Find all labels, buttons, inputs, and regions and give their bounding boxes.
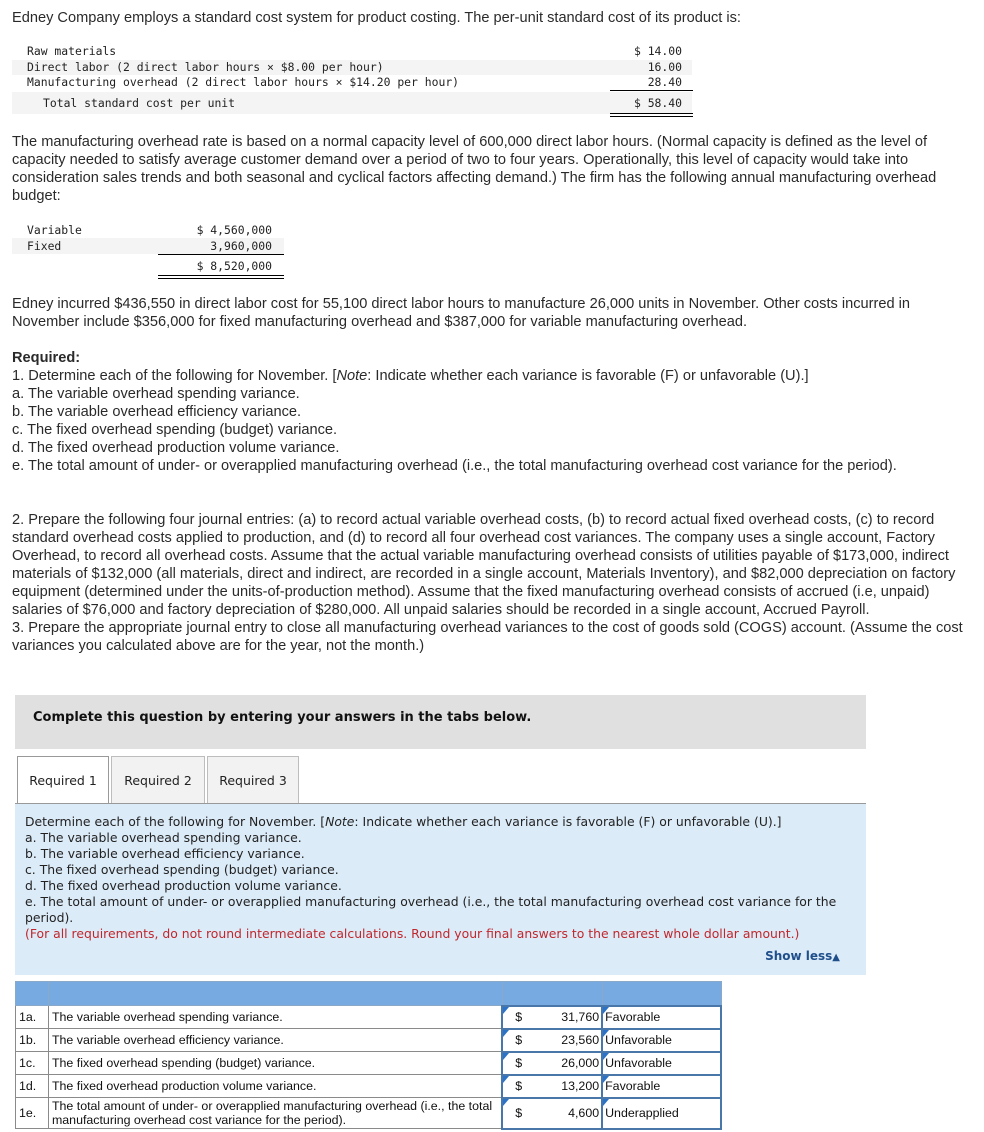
input-marker-icon	[503, 1076, 509, 1083]
status-value: Favorable	[605, 1010, 661, 1024]
input-marker-icon	[603, 1053, 609, 1060]
header-cell	[48, 982, 502, 1006]
answer-table-header	[16, 982, 722, 1006]
table-row	[16, 1006, 722, 1029]
tab-label: Required 3	[219, 772, 287, 788]
budget-label: Fixed	[27, 239, 62, 253]
answer-table	[15, 981, 722, 1130]
budget-row-total	[12, 258, 284, 274]
caret-up-icon: ▲	[832, 952, 840, 963]
question-panel	[15, 804, 866, 975]
panel-post: : Indicate whether each variance is favorable (F) or unfavorable (U).]	[354, 814, 782, 829]
currency-symbol: $	[515, 1056, 523, 1070]
required-item-d: d. The fixed overhead production volume variance.	[12, 440, 340, 456]
tab-label: Required 2	[124, 772, 192, 788]
status-dropdown[interactable]	[602, 1052, 721, 1075]
show-less-label: Show less	[765, 949, 833, 963]
row-description: The fixed overhead spending (budget) variance.	[48, 1052, 502, 1075]
input-marker-icon	[503, 1053, 509, 1060]
required-item-e: e. The total amount of under- or overapplied manufacturing overhead (i.e., the total manufacturing overhead cost variance for the period).	[12, 458, 897, 474]
row-number: 1b.	[16, 1029, 49, 1052]
currency-symbol: $	[515, 1033, 523, 1047]
std-label: Manufacturing overhead (2 direct labor hours × $14.20 per hour)	[27, 75, 460, 89]
budget-value: 3,960,000	[210, 239, 272, 253]
panel-note: Note	[325, 814, 355, 829]
standard-cost-table	[12, 44, 692, 114]
input-marker-icon	[603, 1007, 609, 1014]
required-1	[12, 367, 967, 385]
std-row-total	[12, 92, 692, 114]
input-marker-icon	[603, 1030, 609, 1037]
r1-post: : Indicate whether each variance is favorable (F) or unfavorable (U).]	[367, 368, 809, 384]
row-description: The variable overhead spending variance.	[48, 1006, 502, 1029]
budget-value: $ 4,560,000	[196, 223, 272, 237]
amount-value: 4,600	[568, 1106, 600, 1120]
status-dropdown[interactable]	[602, 1075, 721, 1098]
overhead-text: The manufacturing overhead rate is based on a normal capacity level of 600,000 direct labor hours. (Normal capacity is defined as the level of capacity needed to satisfy average customer demand over a period of two to four years. Operationally, this level of capacity would take into consideration sales trends and both seasonal and cyclical factors affecting demand.) The firm has the following annual manufacturing overhead budget:	[12, 134, 937, 204]
status-value: Favorable	[605, 1079, 661, 1093]
budget-row-fixed	[12, 238, 284, 254]
std-total-value: $ 58.40	[633, 95, 682, 110]
currency-symbol: $	[515, 1079, 523, 1093]
panel-item-a: a. The variable overhead spending variance.	[25, 830, 302, 845]
row-number: 1d.	[16, 1075, 49, 1098]
intro-text	[12, 9, 967, 27]
required-item-c: c. The fixed overhead spending (budget) variance.	[12, 422, 338, 438]
input-marker-icon	[503, 1030, 509, 1037]
r1-pre: 1. Determine each of the following for November. [	[12, 368, 337, 384]
panel-line-1	[25, 814, 860, 830]
budget-label: Variable	[27, 223, 82, 237]
required-item-a: a. The variable overhead spending variance.	[12, 386, 300, 402]
tab-required-1[interactable]	[17, 756, 109, 804]
budget-total-value: $ 8,520,000	[196, 259, 272, 273]
row-description: The total amount of under- or overapplied manufacturing overhead (i.e., the total manufacturing overhead cost variance for the period).	[48, 1098, 502, 1129]
budget-row-variable	[12, 222, 284, 238]
input-marker-icon	[503, 1007, 509, 1014]
amount-input[interactable]	[502, 1029, 602, 1052]
header-cell	[16, 982, 49, 1006]
amount-value: 31,760	[561, 1010, 600, 1024]
status-value: Unfavorable	[605, 1033, 672, 1047]
required-2: 2. Prepare the following four journal entries: (a) to record actual variable overhead costs, (b) to record actual fixed overhead costs, (c) to record standard overhead costs applied to production, and (d) to record all four overhead cost variances. The company uses a single account, Factory Overhead, to record all overhead costs. Assume that the actual variable manufacturing overhead consists of utilities payable of $173,000, indirect materials of $132,000 (all materials, direct and indirect, are recorded in a single account, Materials Inventory), and $82,000 depreciation on factory equipment (determined under the units-of-production method). Assume that the fixed manufacturing overhead consists of accrued (i.e, unpaid) salaries of $76,000 and factory depreciation of $280,000. All unpaid salaries should be recorded in a single account, Accrued Payroll.	[12, 512, 956, 618]
row-number: 1c.	[16, 1052, 49, 1075]
required-section	[12, 349, 967, 475]
panel-pre: Determine each of the following for November. [	[25, 814, 326, 829]
required-2-3	[12, 511, 967, 655]
r1-note: Note	[336, 368, 368, 384]
status-value: Unfavorable	[605, 1056, 672, 1070]
row-description: The fixed overhead production volume variance.	[48, 1075, 502, 1098]
table-row	[16, 1052, 722, 1075]
rounding-note: (For all requirements, do not round intermediate calculations. Round your final answers to the nearest whole dollar amount.)	[25, 926, 800, 941]
status-value: Underapplied	[605, 1106, 679, 1120]
november-paragraph	[12, 295, 967, 331]
double-underline	[610, 113, 693, 117]
show-less-link[interactable]	[765, 948, 840, 966]
tab-required-2[interactable]	[111, 756, 205, 803]
input-marker-icon	[503, 1099, 509, 1106]
november-text: Edney incurred $436,550 in direct labor cost for 55,100 direct labor hours to manufacture 26,000 units in November. Other costs incurred in November include $356,000 for fixed manufacturing overhead and $387,000 for variable manufacturing overhead.	[12, 296, 911, 330]
overhead-budget-table	[12, 222, 284, 274]
amount-value: 26,000	[561, 1056, 600, 1070]
amount-input[interactable]	[502, 1006, 602, 1029]
amount-value: 13,200	[561, 1079, 600, 1093]
std-value: $ 14.00	[633, 44, 682, 58]
amount-input[interactable]	[502, 1075, 602, 1098]
single-underline	[158, 254, 284, 255]
instruction-banner	[15, 695, 866, 749]
required-heading: Required:	[12, 350, 81, 366]
std-value: 28.40	[647, 75, 682, 89]
amount-input[interactable]	[502, 1098, 602, 1129]
intro-paragraph: Edney Company employs a standard cost system for product costing. The per-unit standard cost of its product is:	[12, 10, 741, 26]
currency-symbol: $	[515, 1010, 523, 1024]
tab-required-3[interactable]	[207, 756, 299, 803]
input-marker-icon	[603, 1099, 609, 1106]
input-marker-icon	[603, 1076, 609, 1083]
std-row-direct-labor	[12, 60, 692, 76]
std-label: Raw materials	[27, 44, 117, 58]
std-total-label: Total standard cost per unit	[43, 95, 236, 110]
table-row	[16, 1029, 722, 1052]
tab-bar	[15, 756, 866, 804]
std-row-overhead	[12, 75, 692, 91]
header-cell	[502, 982, 602, 1006]
table-row	[16, 1098, 722, 1129]
header-cell	[602, 982, 721, 1006]
amount-value: 23,560	[561, 1033, 600, 1047]
std-row-raw-materials	[12, 44, 692, 60]
tab-label: Required 1	[29, 773, 97, 788]
overhead-paragraph	[12, 133, 967, 205]
currency-symbol: $	[515, 1106, 523, 1120]
panel-item-d: d. The fixed overhead production volume variance.	[25, 878, 342, 893]
instruction-text: Complete this question by entering your answers in the tabs below.	[33, 710, 532, 725]
required-item-b: b. The variable overhead efficiency variance.	[12, 404, 302, 420]
table-row	[16, 1075, 722, 1098]
std-value: 16.00	[647, 59, 682, 74]
std-label: Direct labor (2 direct labor hours × $8.00 per hour)	[27, 59, 384, 74]
status-dropdown[interactable]	[602, 1006, 721, 1029]
panel-item-c: c. The fixed overhead spending (budget) variance.	[25, 862, 339, 877]
panel-item-b: b. The variable overhead efficiency variance.	[25, 846, 305, 861]
status-dropdown[interactable]	[602, 1029, 721, 1052]
double-underline	[158, 275, 284, 279]
row-description: The variable overhead efficiency variance.	[48, 1029, 502, 1052]
row-number: 1a.	[16, 1006, 49, 1029]
amount-input[interactable]	[502, 1052, 602, 1075]
panel-item-e: e. The total amount of under- or overapplied manufacturing overhead (i.e., the total manufacturing overhead cost variance for the period).	[25, 894, 837, 925]
status-dropdown[interactable]	[602, 1098, 721, 1129]
required-3: 3. Prepare the appropriate journal entry to close all manufacturing overhead variances to the cost of goods sold (COGS) account. (Assume the cost variances you calculated above are for the year, not the month.)	[12, 620, 963, 654]
row-number: 1e.	[16, 1098, 49, 1129]
